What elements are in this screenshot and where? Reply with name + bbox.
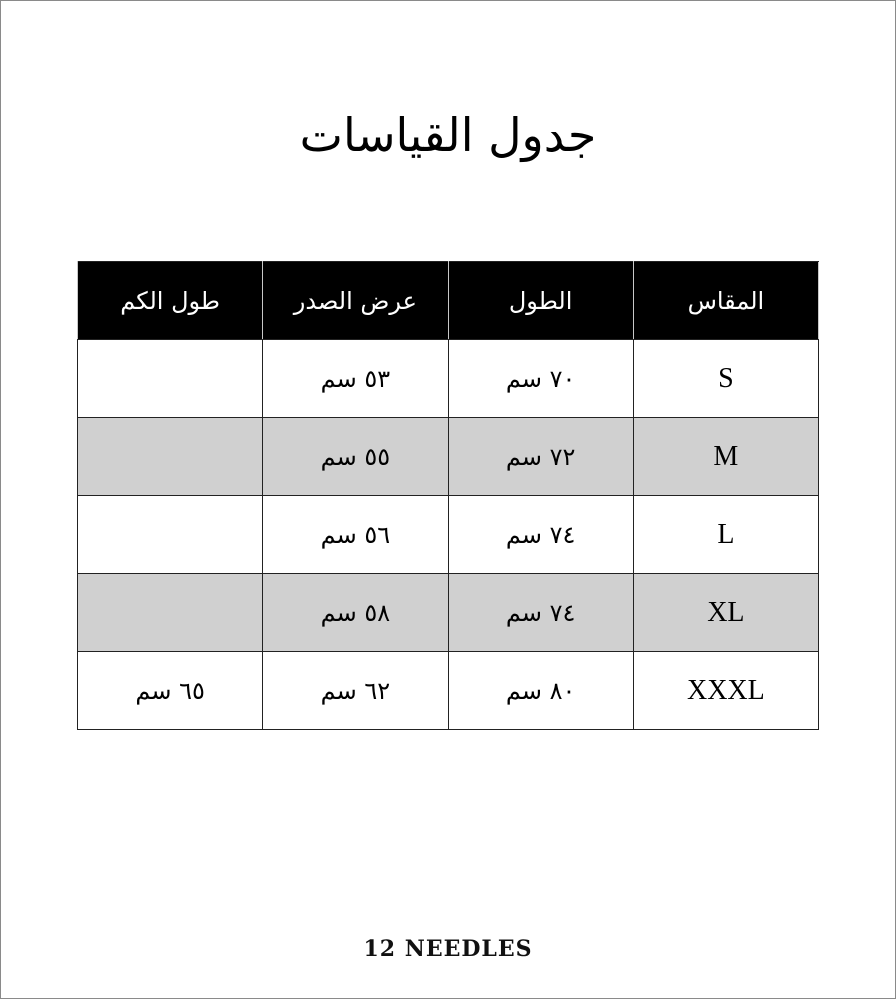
- table-row: [78, 340, 819, 418]
- chest-cell: ٥٦ سم: [263, 496, 448, 574]
- length-cell: ٨٠ سم: [448, 652, 633, 730]
- page-title: جدول القياسات: [299, 108, 597, 162]
- size-cell: S: [633, 340, 818, 418]
- chest-cell: ٥٥ سم: [263, 418, 448, 496]
- table-header-row: [78, 262, 819, 340]
- size-cell: L: [633, 496, 818, 574]
- length-cell: ٧٢ سم: [448, 418, 633, 496]
- header-size: المقاس: [633, 262, 818, 340]
- chest-cell: ٦٢ سم: [263, 652, 448, 730]
- sleeve-cell: [78, 418, 263, 496]
- length-cell: ٧٤ سم: [448, 574, 633, 652]
- header-length: الطول: [448, 262, 633, 340]
- size-chart-table: [77, 261, 819, 730]
- table-row: [78, 574, 819, 652]
- size-cell: XXXL: [633, 652, 818, 730]
- length-cell: ٧٤ سم: [448, 496, 633, 574]
- sleeve-cell: ٦٥ سم: [78, 652, 263, 730]
- table-row: [78, 418, 819, 496]
- sleeve-cell: [78, 574, 263, 652]
- sleeve-cell: [78, 496, 263, 574]
- chest-cell: ٥٨ سم: [263, 574, 448, 652]
- header-chest-width: عرض الصدر: [263, 262, 448, 340]
- size-cell: M: [633, 418, 818, 496]
- header-sleeve-length: طول الكم: [78, 262, 263, 340]
- table-row: [78, 496, 819, 574]
- length-cell: ٧٠ سم: [448, 340, 633, 418]
- sleeve-cell: [78, 340, 263, 418]
- brand-logo-text: 12 NEEDLES: [363, 936, 533, 962]
- chest-cell: ٥٣ سم: [263, 340, 448, 418]
- table-row: [78, 652, 819, 730]
- size-cell: XL: [633, 574, 818, 652]
